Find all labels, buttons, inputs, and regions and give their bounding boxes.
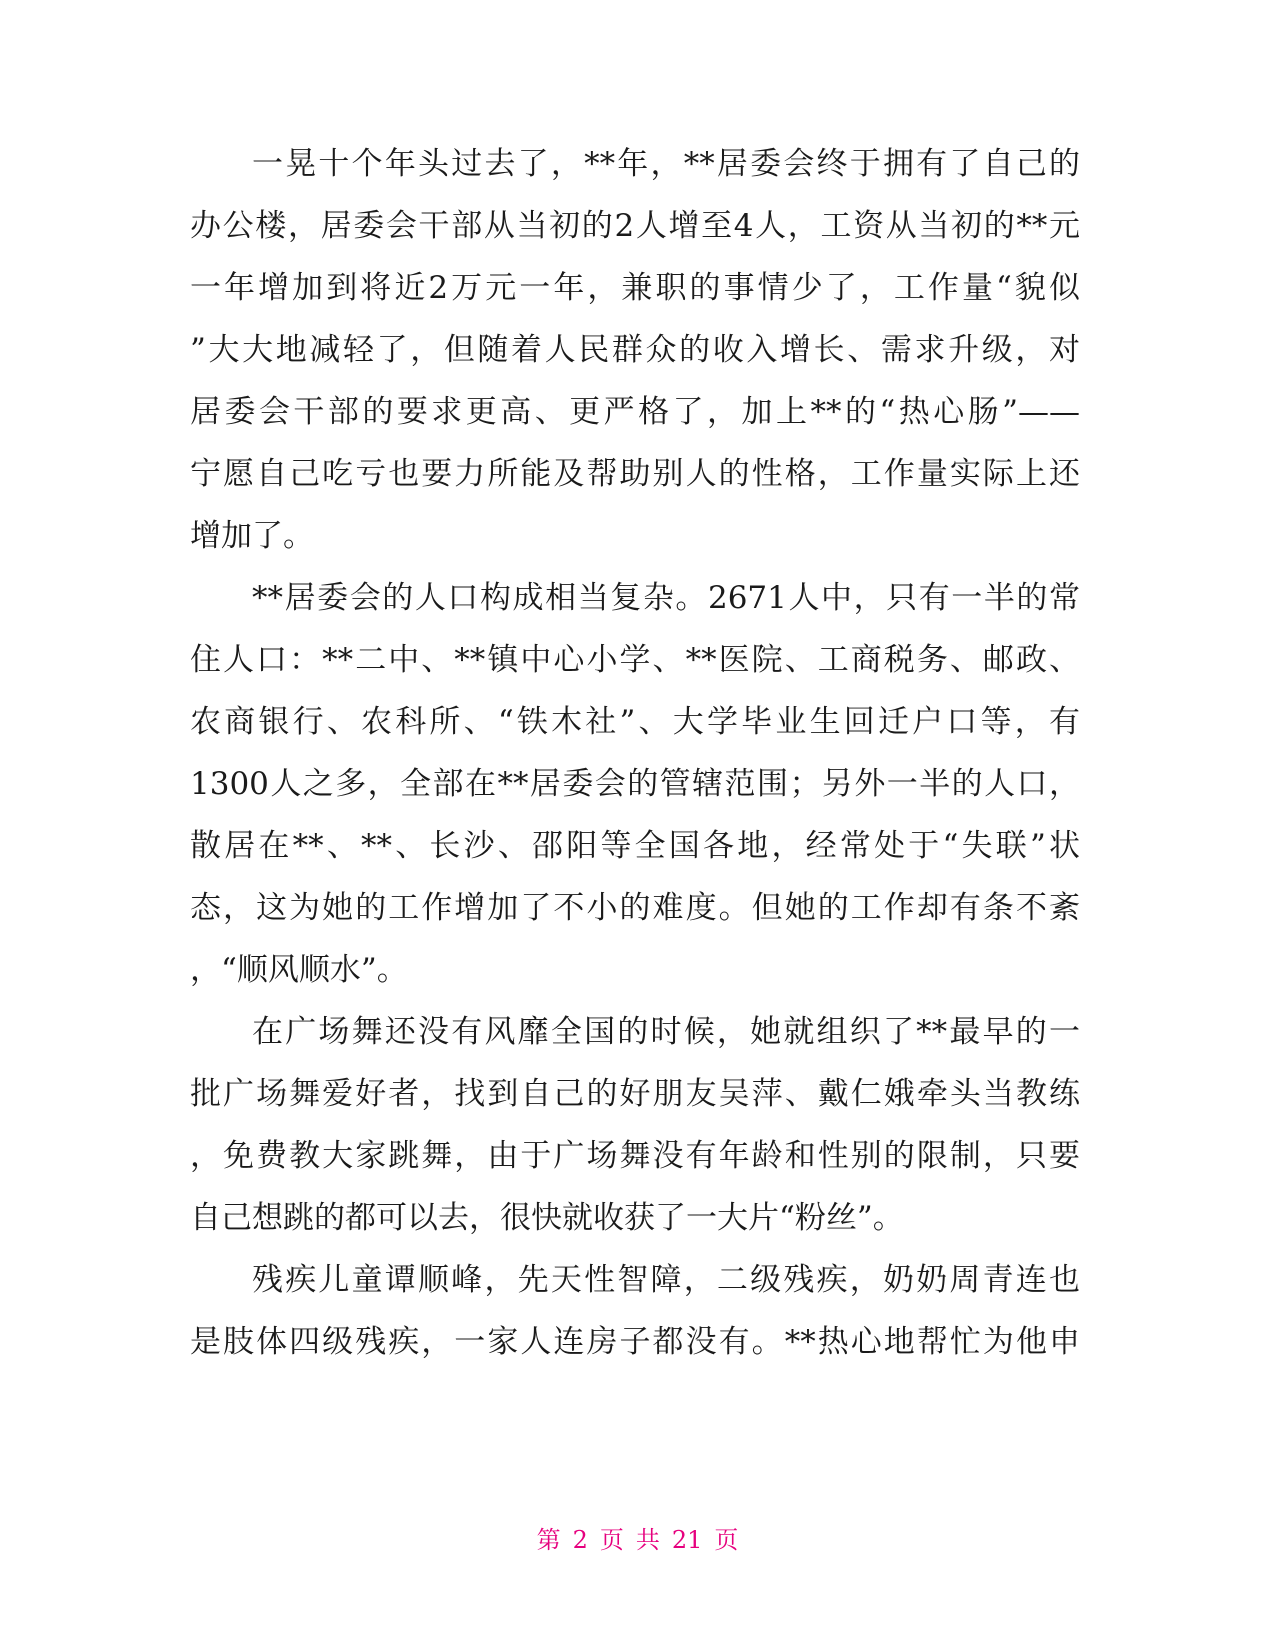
footer-suffix: 页	[714, 1526, 739, 1554]
footer-current-page: 2	[572, 1526, 588, 1554]
paragraph-2-line-6: 态，这为她的工作增加了不小的难度。但她的工作却有条不紊	[190, 890, 1080, 926]
paragraph-1-line-2: 办公楼，居委会干部从当初的2人增至4人，工资从当初的**元	[190, 208, 1080, 244]
paragraph-2-line-7: ，“顺风顺水”。	[190, 952, 408, 988]
paragraph-3-line-4: 自己想跳的都可以去，很快就收获了一大片“粉丝”。	[190, 1200, 904, 1236]
paragraph-3-line-2: 批广场舞爱好者，找到自己的好朋友吴萍、戴仁娥牵头当教练	[190, 1076, 1080, 1112]
footer-prefix: 第	[536, 1526, 561, 1554]
paragraph-2-line-2: 住人口：**二中、**镇中心小学、**医院、工商税务、邮政、	[190, 642, 1080, 678]
paragraph-1-line-5: 居委会干部的要求更高、更严格了，加上**的“热心肠”——	[190, 394, 1080, 430]
paragraph-2-line-3: 农商银行、农科所、“铁木社”、大学毕业生回迁户口等，有	[190, 704, 1080, 740]
footer-page-word: 页	[599, 1526, 624, 1554]
paragraph-2-line-1: **居委会的人口构成相当复杂。2671人中，只有一半的常	[252, 580, 1080, 616]
paragraph-1-line-7: 增加了。	[190, 518, 314, 554]
paragraph-1-line-1: 一晃十个年头过去了，**年，**居委会终于拥有了自己的	[252, 146, 1080, 182]
paragraph-1-line-4: ”大大地减轻了，但随着人民群众的收入增长、需求升级，对	[190, 332, 1080, 368]
paragraph-1-line-6: 宁愿自己吃亏也要力所能及帮助别人的性格，工作量实际上还	[190, 456, 1080, 492]
footer-total-word: 共	[635, 1526, 660, 1554]
paragraph-4-line-1: 残疾儿童谭顺峰，先天性智障，二级残疾，奶奶周青连也	[252, 1262, 1080, 1298]
paragraph-2-line-5: 散居在**、**、长沙、邵阳等全国各地，经常处于“失联”状	[190, 828, 1080, 864]
paragraph-1-line-3: 一年增加到将近2万元一年，兼职的事情少了，工作量“貌似	[190, 270, 1080, 306]
page-footer	[0, 1520, 1275, 1560]
paragraph-3-line-3: ，免费教大家跳舞，由于广场舞没有年龄和性别的限制，只要	[190, 1138, 1080, 1174]
paragraph-2-line-4: 1300人之多，全部在**居委会的管辖范围；另外一半的人口，	[190, 766, 1080, 802]
paragraph-4-line-2: 是肢体四级残疾，一家人连房子都没有。**热心地帮忙为他申	[190, 1324, 1080, 1360]
paragraph-3-line-1: 在广场舞还没有风靡全国的时候，她就组织了**最早的一	[252, 1014, 1080, 1050]
footer-total-pages: 21	[671, 1526, 703, 1554]
